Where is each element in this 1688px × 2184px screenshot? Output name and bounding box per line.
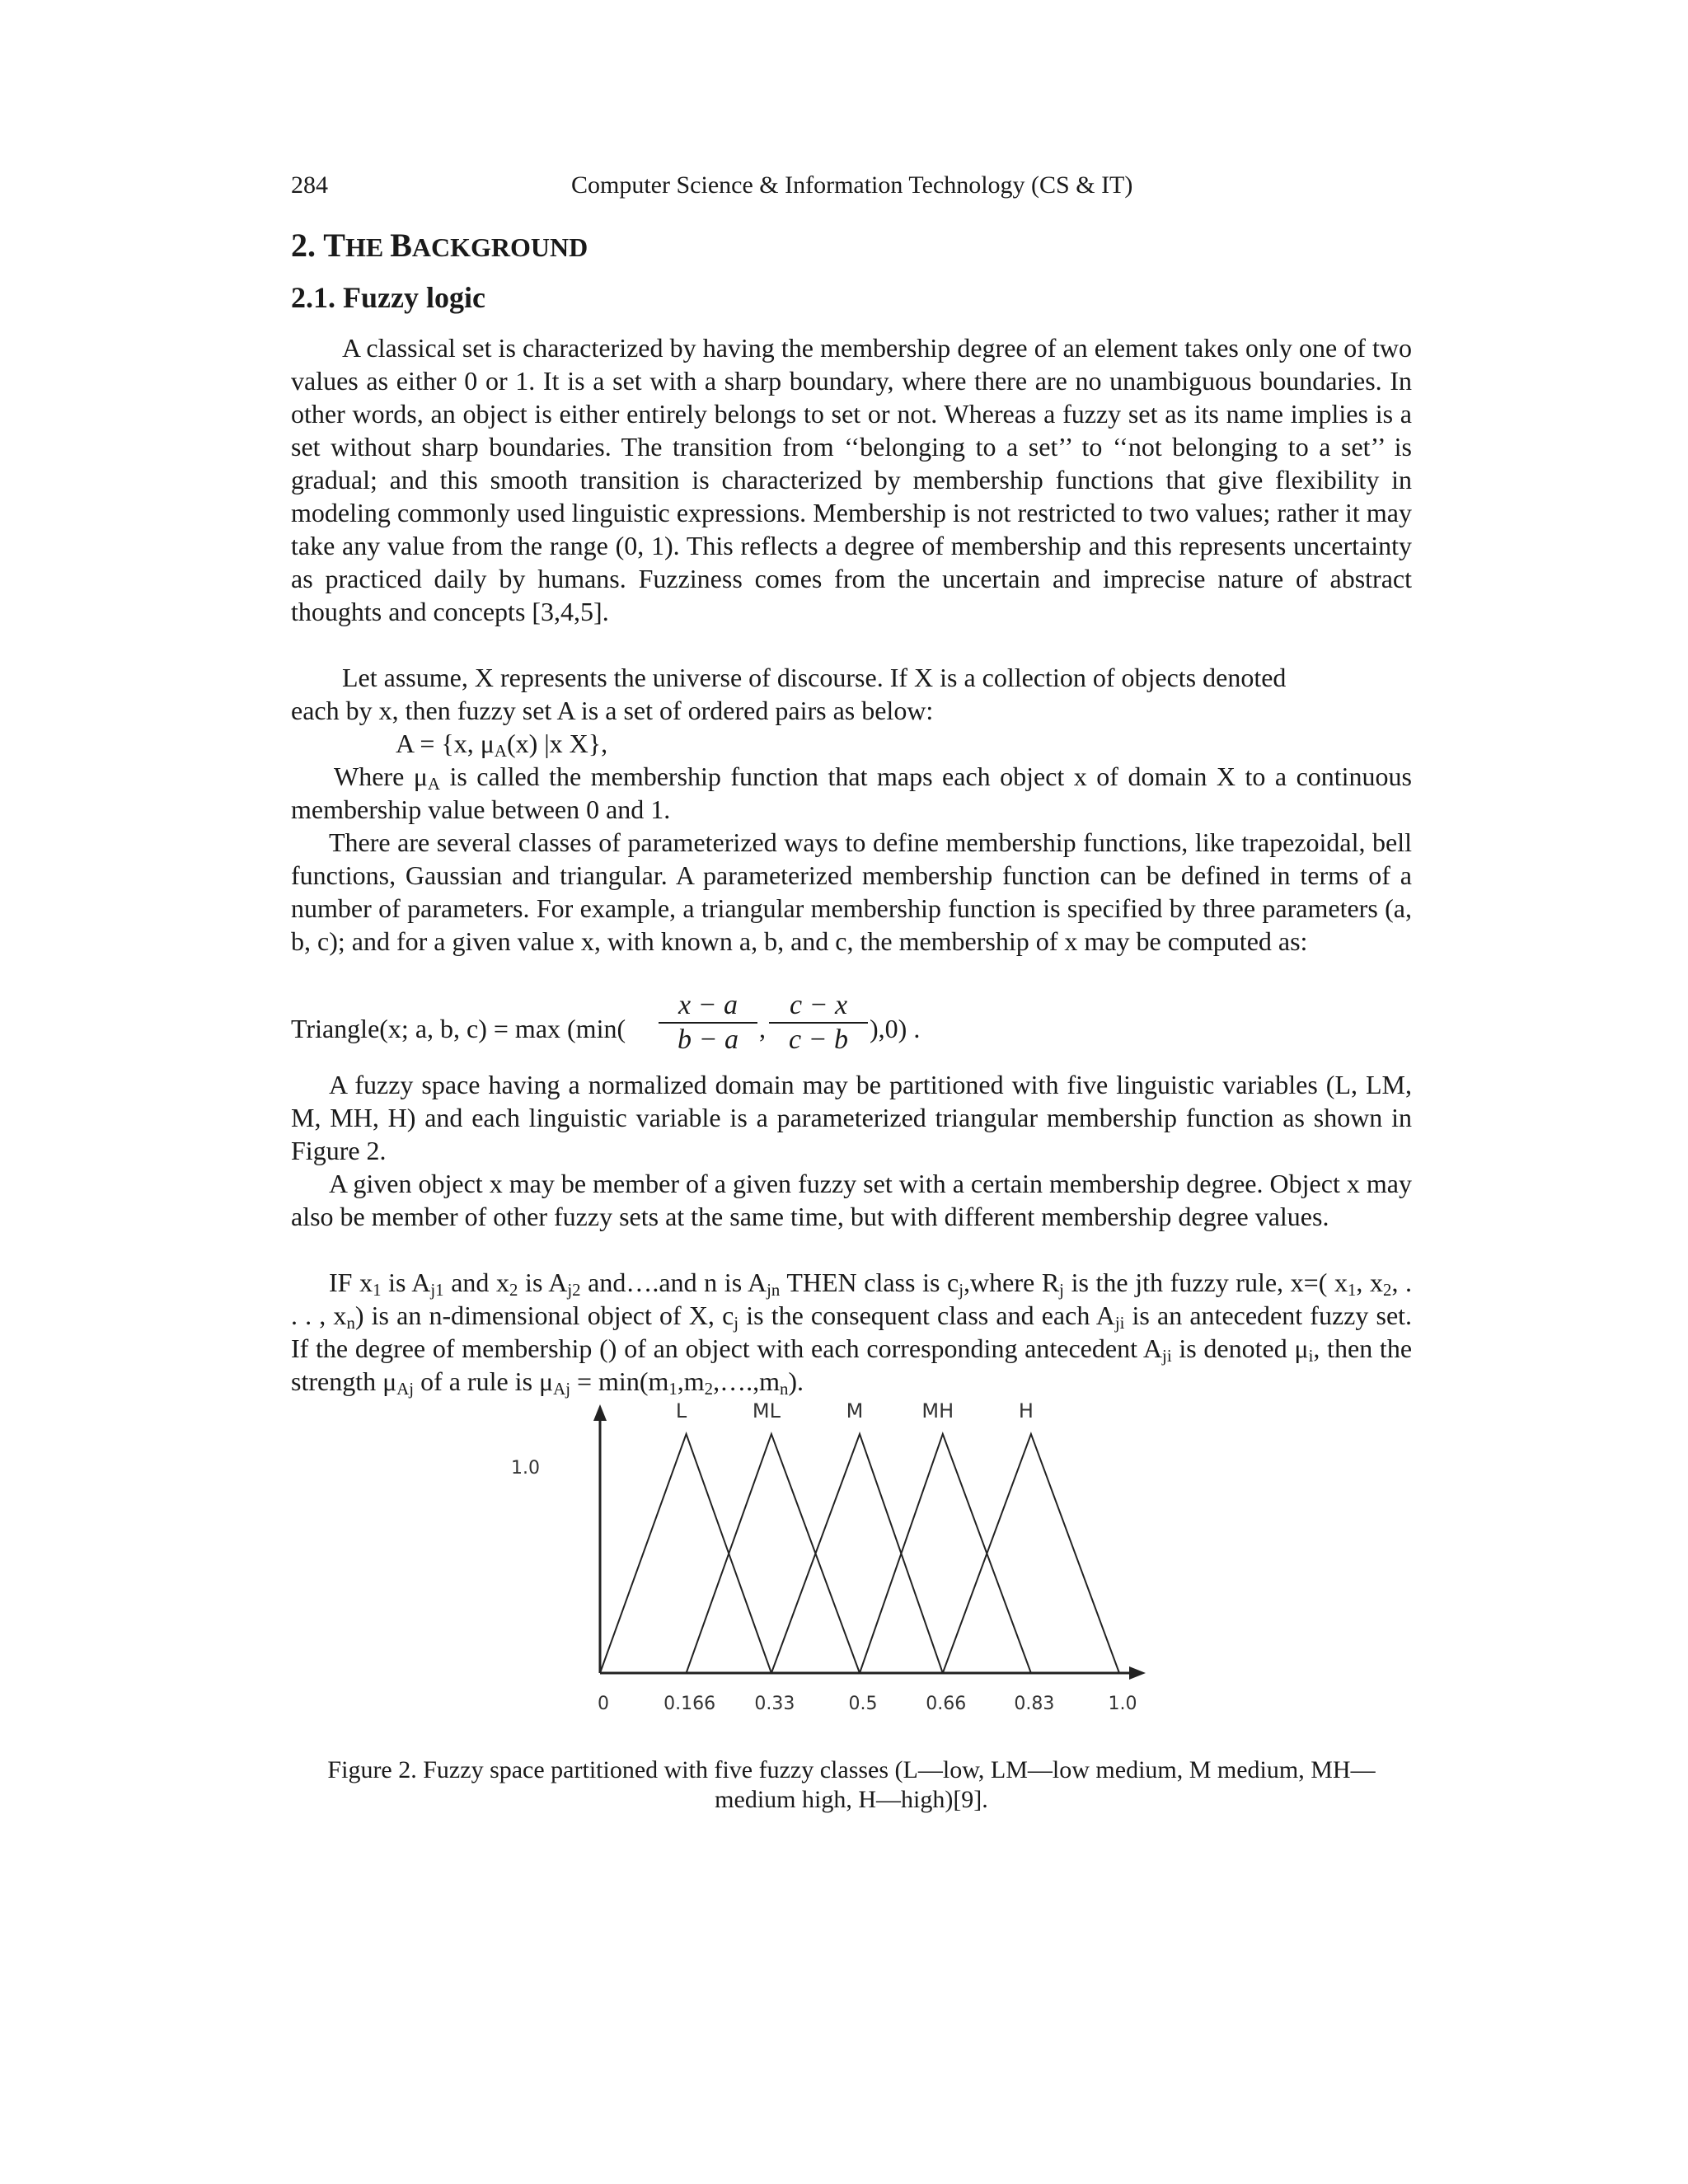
rule-text: and….and n is A bbox=[580, 1268, 767, 1297]
page-number: 284 bbox=[291, 171, 328, 199]
rule-text: , . . . , x bbox=[291, 1268, 1413, 1330]
paragraph-fuzzy-rule bbox=[291, 1266, 1412, 1398]
x-tick-label: 0 bbox=[598, 1694, 609, 1714]
fraction-2-numerator: c − x bbox=[789, 990, 848, 1020]
rule-text: and x bbox=[443, 1268, 510, 1297]
rule-text: is the consequent class and each A bbox=[738, 1301, 1115, 1330]
paragraph-parameterized: There are several classes of parameterized ways to define membership functions, like trapezoidal, bell functions, Gaussian and triangular. A parameterized membership function can be defined in terms of a number of parameters. For example, a triangular membership function is specified by three parameters (a, b, c); and for a given value x, with known a, b, and c, the membership of x may be computed as: bbox=[291, 827, 1412, 956]
running-head: Computer Science & Information Technology (CS & IT) bbox=[571, 171, 1133, 199]
formula-comma: , bbox=[759, 1014, 766, 1043]
rule-sub: ji bbox=[1162, 1347, 1172, 1366]
set-def-part-1: A = {x, μ bbox=[396, 729, 495, 758]
rule-sub: j1 bbox=[430, 1281, 444, 1301]
rule-text: is A bbox=[381, 1268, 431, 1297]
rule-text: ,m bbox=[677, 1366, 705, 1396]
rule-sub: 2 bbox=[509, 1281, 518, 1301]
rule-sub: 1 bbox=[668, 1380, 678, 1399]
x-axis-arrow bbox=[1129, 1666, 1146, 1680]
page-header bbox=[291, 171, 1412, 211]
rule-sub: n bbox=[779, 1380, 789, 1399]
rule-text: is the jth fuzzy rule, x=( x bbox=[1063, 1268, 1348, 1297]
rule-sub: j bbox=[1059, 1281, 1064, 1301]
rule-text: ). bbox=[788, 1366, 804, 1396]
fraction-1 bbox=[659, 989, 757, 1057]
figure-caption: Figure 2. Fuzzy space partitioned with five fuzzy classes (L—low, LM—low medium, M medium, MH—medium high, H—high)[9]. bbox=[327, 1756, 1376, 1813]
paragraph-given-object: A given object x may be member of a given fuzzy set with a certain membership degree. Object x may also be member of other fuzzy sets at the same time, but with different membership degree values. bbox=[291, 1169, 1412, 1231]
rule-sub: 2 bbox=[1383, 1281, 1392, 1301]
rule-sub: j bbox=[959, 1281, 964, 1301]
fraction-1-numerator: x − a bbox=[678, 990, 738, 1020]
rule-sub: Aj bbox=[553, 1380, 570, 1399]
rule-sub: jn bbox=[767, 1281, 781, 1301]
series-line-l bbox=[600, 1434, 771, 1673]
series-label-m: M bbox=[846, 1399, 864, 1422]
p3-sub: A bbox=[427, 775, 440, 794]
x-tick-label: 1.0 bbox=[1108, 1694, 1137, 1714]
rule-sub: 1 bbox=[1348, 1281, 1357, 1301]
series-label-h: H bbox=[1018, 1399, 1034, 1422]
rule-text: THEN class is c bbox=[780, 1268, 959, 1297]
y-axis-arrow bbox=[593, 1404, 607, 1421]
fraction-1-denominator: b − a bbox=[678, 1024, 738, 1055]
rule-sub: j bbox=[734, 1314, 739, 1333]
paragraph-universe-line-2: each by x, then fuzzy set A is a set of ordered pairs as below: bbox=[291, 696, 934, 725]
formula-tail: ),0) . bbox=[870, 1014, 921, 1043]
rule-text: is an antecedent fuzzy set. If the degree of membership () of an object with each corresponding antecedent A bbox=[291, 1301, 1413, 1363]
x-tick-label: 0.83 bbox=[1014, 1694, 1055, 1714]
paragraph-universe-line-1: Let assume, X represents the universe of discourse. If X is a collection of objects denoted bbox=[342, 663, 1287, 692]
x-tick-label: 0.166 bbox=[663, 1694, 716, 1714]
fraction-2-denominator: c − b bbox=[788, 1024, 849, 1055]
formula-lhs: Triangle(x; a, b, c) = max (min( bbox=[291, 1014, 626, 1043]
paragraph-membership-function bbox=[291, 760, 1412, 826]
y-tick-label: 1.0 bbox=[511, 1458, 540, 1479]
x-tick-label: 0.66 bbox=[926, 1694, 967, 1714]
fuzzy-set-definition bbox=[396, 727, 607, 760]
rule-sub: 1 bbox=[373, 1281, 382, 1301]
subsection-title: 2.1. Fuzzy logic bbox=[291, 281, 485, 314]
rule-text: IF x bbox=[329, 1268, 373, 1297]
section-title-cap-1: T bbox=[323, 227, 345, 264]
rule-sub: Aj bbox=[396, 1380, 415, 1399]
triangle-formula bbox=[291, 989, 950, 1071]
p3-part-1: Where μ bbox=[334, 762, 428, 791]
section-title-rest-1: HE bbox=[345, 232, 391, 262]
rule-sub: i bbox=[1308, 1347, 1314, 1366]
set-def-sub: A bbox=[494, 742, 507, 762]
set-def-part-2: (x) |x X}, bbox=[506, 729, 608, 758]
p3-part-2: is called the membership function that maps each object x of domain X to a continuous membership value between 0 and 1. bbox=[291, 762, 1413, 824]
paragraph-fuzzy-space: A fuzzy space having a normalized domain may be partitioned with five linguistic variables (L, LM, M, MH, H) and each linguistic variable is a parameterized triangular membership function as shown in Figure 2. bbox=[291, 1070, 1412, 1165]
rule-text: ,where R bbox=[964, 1268, 1060, 1297]
series-line-m bbox=[771, 1434, 943, 1673]
rule-text: , then the strength μ bbox=[291, 1333, 1413, 1396]
rule-text: , x bbox=[1356, 1268, 1384, 1297]
rule-text: ) is an n-dimensional object of X, c bbox=[354, 1301, 734, 1330]
x-tick-label: 0.5 bbox=[848, 1694, 878, 1714]
paragraph-classical-set: A classical set is characterized by having the membership degree of an element takes only one of two values as either 0 or 1. It is a set with a sharp boundary, where there are no unambiguous boundaries. In other words, an object is either entirely belongs to set or not. Whereas a fuzzy set as its name implies is a set without sharp boundaries. The transition from ‘‘belonging to a set’’ to ‘‘not belonging to a set’’ is gradual; and this smooth transition is characterized by membership functions that give flexibility in modeling commonly used linguistic expressions. Membership is not restricted to two values; rather it may take any value from the range (0, 1). This reflects a degree of membership and this represents uncertainty as practiced daily by humans. Fuzziness comes from the uncertain and imprecise nature of abstract thoughts and concepts [3,4,5]. bbox=[291, 333, 1412, 626]
fraction-2 bbox=[769, 989, 868, 1057]
rule-text: is A bbox=[518, 1268, 568, 1297]
rule-sub: ji bbox=[1114, 1314, 1125, 1333]
series-label-l: L bbox=[675, 1399, 687, 1422]
rule-text: is denoted μ bbox=[1171, 1333, 1309, 1363]
series-label-mh: MH bbox=[921, 1399, 954, 1422]
series-line-ml bbox=[687, 1434, 860, 1673]
rule-sub: j2 bbox=[567, 1281, 581, 1301]
rule-text: ,….,m bbox=[713, 1366, 780, 1396]
rule-text: = min(m bbox=[570, 1366, 669, 1396]
figure-2 bbox=[511, 1393, 1170, 1722]
rule-sub: n bbox=[346, 1314, 355, 1333]
x-tick-label: 0.33 bbox=[754, 1694, 795, 1714]
fuzzy-membership-chart bbox=[511, 1393, 1170, 1722]
series-line-h bbox=[943, 1434, 1119, 1673]
rule-sub: 2 bbox=[704, 1380, 714, 1399]
section-title-rest-2: ACKGROUND bbox=[411, 232, 588, 262]
section-title bbox=[291, 226, 588, 265]
rule-text: of a rule is μ bbox=[414, 1366, 554, 1396]
section-title-cap-2: B bbox=[390, 227, 412, 264]
series-line-mh bbox=[860, 1434, 1031, 1673]
section-number: 2. bbox=[291, 227, 316, 264]
series-label-ml: ML bbox=[752, 1399, 781, 1422]
